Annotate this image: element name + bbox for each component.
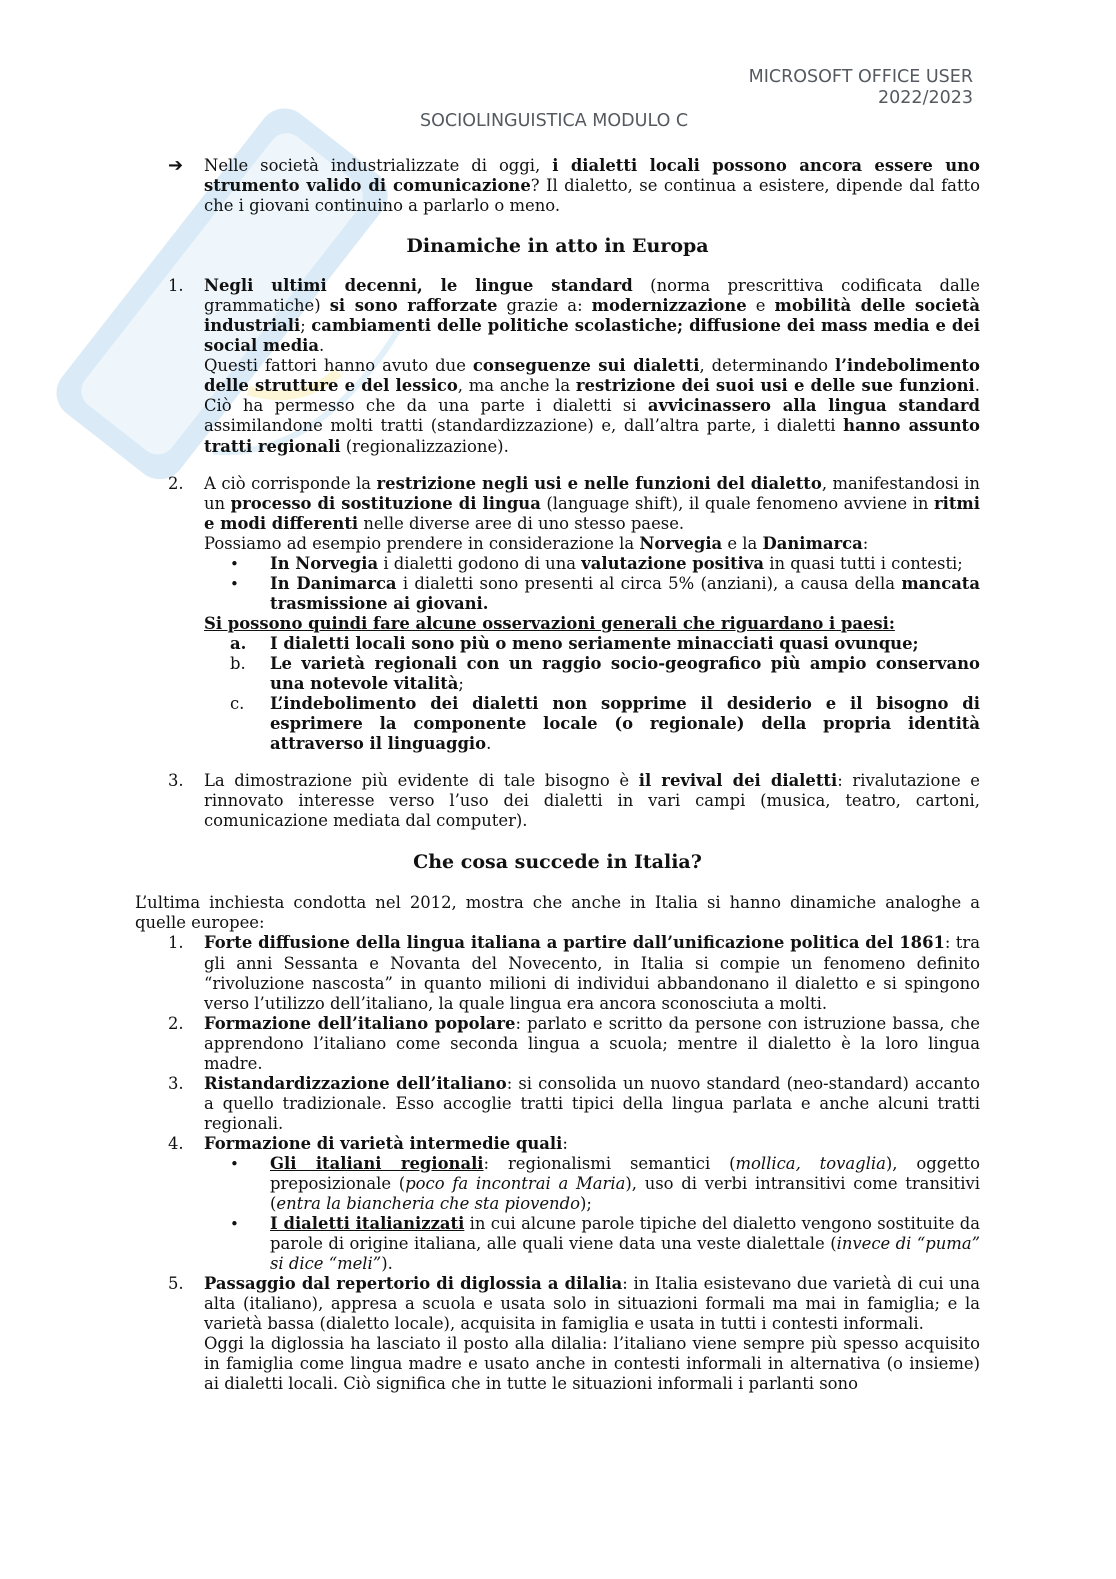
text: i dialetti sono presenti al circa 5% (anziani), a causa della <box>396 573 902 593</box>
bold-text: avvicinassero alla lingua standard <box>647 396 980 416</box>
list-number: 3. <box>168 771 184 791</box>
intro-text-1: Nelle società industrializzate di oggi, <box>204 156 553 175</box>
bold-text: Formazione di varietà intermedie quali <box>204 1133 563 1153</box>
text: : in Italia esistevano due varietà di cui una alta (italiano), appresa a scuola e usata solo in situazioni formali ma mai in famiglia; e la varietà bassa (dialetto locale), acquisita in famiglia e usata in tutti i contesti informali. <box>204 1274 980 1334</box>
italic-text: poco fa incontrai a Maria <box>405 1174 626 1194</box>
italia-item-1 <box>135 933 980 1013</box>
bold-text: I dialetti locali sono più o meno seriamente minacciati quasi ovunque; <box>270 633 919 653</box>
bold-underlined-text: Gli italiani regionali <box>270 1153 484 1173</box>
bold-text: L’indebolimento dei dialetti non sopprime il desiderio e il bisogno di esprimere la componente locale (o regionale) della propria identità attraverso il linguaggio <box>270 694 980 754</box>
bold-text: Le varietà regionali con un raggio socio-geografico più ampio conservano una notevole vitalità <box>270 653 980 694</box>
list-number: 2. <box>168 1013 184 1033</box>
list-number: 4. <box>168 1133 184 1153</box>
text: ), uso di verbi intransitivi come transitivi ( <box>270 1174 980 1214</box>
text: e <box>746 296 775 316</box>
italia-item-5 <box>135 1274 980 1394</box>
intro-paragraph <box>135 156 980 216</box>
bold-text: hanno assunto tratti regionali <box>204 416 980 456</box>
bold-text: ritmi e modi differenti <box>204 493 980 533</box>
bold-text: In Norvegia <box>270 553 379 573</box>
text: (norma prescrittiva codificata dalle grammatiche) <box>204 276 980 316</box>
bullet-marker: • <box>230 1215 239 1234</box>
intro-text-2: ? Il dialetto, se continua a esistere, dipende dal fatto che i giovani continuino a parlarlo o meno. <box>204 176 980 216</box>
text: A ciò corrisponde la <box>204 473 377 493</box>
europa-item-1 <box>135 276 980 456</box>
bold-text: a. <box>230 633 247 653</box>
bold-text: mancata trasmissione ai giovani. <box>270 573 980 613</box>
heading-europa: Dinamiche in atto in Europa <box>406 235 709 258</box>
text: : si consolida un nuovo standard (neo-standard) accanto a quello tradizionale. Esso accoglie tratti tipici della lingua parlata e anche alcuni tratti regionali. <box>204 1073 981 1133</box>
europa-item-2 <box>135 474 980 755</box>
italia-item-4 <box>135 1134 980 1274</box>
text: ; <box>458 674 464 694</box>
text: ); <box>579 1194 592 1214</box>
italic-text: entra la biancheria che sta piovendo <box>276 1194 580 1214</box>
observation-c <box>204 694 980 754</box>
bold-text: cambiamenti delle politiche scolastiche; diffusione dei mass media e dei social media <box>204 316 980 356</box>
bullet-item-dialetti-italianizzati <box>204 1214 980 1274</box>
text: nelle diverse aree di uno stesso paese. <box>358 513 685 533</box>
text: Questi fattori hanno avuto due <box>204 356 473 376</box>
bold-text: Forte diffusione della lingua italiana a partire dall’unificazione politica del 1861 <box>204 933 945 953</box>
text: : parlato e scritto da persone con istruzione bassa, che apprendono l’italiano come seconda lingua a scuola; mentre il dialetto è la loro lingua madre. <box>204 1013 980 1073</box>
italia-intro: L’ultima inchiesta condotta nel 2012, mostra che anche in Italia si hanno dinamiche analoghe a quelle europee: <box>135 893 980 933</box>
bold-text: restrizione negli usi e nelle funzioni del dialetto <box>376 473 822 493</box>
text: : <box>862 533 869 553</box>
bullet-item-norvegia <box>204 554 980 574</box>
text: . Ciò ha permesso che da una parte i dialetti si <box>204 376 980 416</box>
text: , manifestandosi in un <box>204 473 980 513</box>
list-number: 2. <box>168 473 184 493</box>
bold-text: valutazione positiva <box>581 553 765 573</box>
bold-text: Formazione dell’italiano popolare <box>204 1013 516 1033</box>
intro-bold-1: i dialetti locali possono ancora essere uno strumento valido di comunicazione <box>204 156 980 196</box>
text: Possiamo ad esempio prendere in considerazione la <box>204 533 640 553</box>
text: assimilandone molti tratti (standardizzazione) e, dall’altra parte, i dialetti <box>204 416 844 436</box>
document-body <box>135 156 980 1395</box>
bold-text: il revival dei dialetti <box>638 771 838 791</box>
bullet-marker: • <box>230 554 239 573</box>
header-author: MICROSOFT OFFICE USER <box>748 67 973 87</box>
list-letter <box>230 634 246 654</box>
text: (language shift), il quale fenomeno avviene in <box>540 493 934 513</box>
text: : tra gli anni Sessanta e Novanta del Novecento, in Italia si compie un fenomeno definito “rivoluzione nascosta” in quanto milioni di individui abbandonano il dialetto e si spingono verso l’utilizzo dell’italiano, la quale lingua era ancora sconosciuta a molti. <box>204 933 980 1013</box>
bold-text: restrizione dei suoi usi e delle sue funzioni <box>575 376 975 396</box>
list-number: 3. <box>168 1073 184 1093</box>
europa-item-2-paragraph-1 <box>204 474 980 534</box>
bold-text: Passaggio dal repertorio di diglossia a dilalia <box>204 1274 623 1294</box>
bullet-item-danimarca <box>204 574 980 614</box>
list-letter: c. <box>230 694 245 714</box>
list-number: 5. <box>168 1274 184 1294</box>
italia-item-2 <box>135 1014 980 1074</box>
text: : rivalutazione e rinnovato interesse verso l’uso dei dialetti in vari campi (musica, teatro, cartoni, comunicazione mediata dal computer). <box>204 771 980 831</box>
italic-text: invece di “puma” si dice “meli” <box>270 1234 980 1274</box>
text: ; <box>300 316 312 336</box>
bold-underlined-text: Si possono quindi fare alcune osservazioni generali che riguardano i paesi: <box>204 613 895 633</box>
text: : regionalismi semantici ( <box>483 1153 736 1173</box>
text: ). <box>381 1254 393 1274</box>
text: ), oggetto preposizionale ( <box>270 1153 980 1194</box>
bold-text: Danimarca <box>762 533 863 553</box>
observations-heading <box>204 614 980 634</box>
bold-text: conseguenze sui dialetti <box>472 356 700 376</box>
text: i dialetti godono di una <box>378 553 582 573</box>
bullet-marker: • <box>230 1154 239 1173</box>
bullet-item-italiani-regionali <box>204 1154 980 1214</box>
bold-text: processo di sostituzione di lingua <box>230 493 541 513</box>
header-course-title: SOCIOLINGUISTICA MODULO C <box>420 111 689 131</box>
bold-underlined-text: I dialetti italianizzati <box>270 1214 465 1234</box>
bold-text: Negli ultimi decenni, le lingue standard <box>204 276 633 296</box>
europa-item-1-paragraph-2 <box>204 356 980 456</box>
heading-italia: Che cosa succede in Italia? <box>413 851 702 874</box>
text: (regionalizzazione). <box>340 436 509 456</box>
text: La dimostrazione più evidente di tale bisogno è <box>204 771 639 791</box>
text: grazie a: <box>497 296 592 316</box>
header-year: 2022/2023 <box>878 88 973 108</box>
europa-item-1-paragraph-1 <box>204 276 980 356</box>
bold-text: Ristandardizzazione dell’italiano <box>204 1073 507 1093</box>
arrow-right-icon: ➔ <box>168 155 184 176</box>
list-number: 1. <box>168 276 184 296</box>
bullet-marker: • <box>230 574 239 593</box>
text: , ma anche la <box>457 376 576 396</box>
text: , determinando <box>699 356 835 376</box>
text: . <box>319 336 325 356</box>
italia-item-4-title <box>204 1134 980 1154</box>
italia-item-3 <box>135 1074 980 1134</box>
observation-a <box>204 634 980 654</box>
europa-item-3 <box>135 771 980 831</box>
italia-item-5-paragraph-1 <box>204 1274 980 1334</box>
bold-text: l’indebolimento delle strutture e del lessico <box>204 356 980 396</box>
bold-text: mobilità delle società industriali <box>204 296 980 336</box>
text: : <box>562 1133 568 1153</box>
italic-text: mollica, tovaglia <box>735 1153 886 1173</box>
bold-text: modernizzazione <box>591 296 747 316</box>
europa-item-2-paragraph-2 <box>204 534 980 554</box>
list-letter: b. <box>230 653 246 673</box>
text: in cui alcune parole tipiche del dialetto vengono sostituite da parole di origine italiana, alle quali viene data una veste dialettale ( <box>270 1214 980 1254</box>
bold-text: si sono rafforzate <box>329 296 498 316</box>
text: in quasi tutti i contesti; <box>764 553 963 573</box>
observation-b <box>204 654 980 694</box>
bold-text: Norvegia <box>639 533 723 553</box>
text: . <box>486 734 492 754</box>
bold-text: In Danimarca <box>270 573 397 593</box>
list-number: 1. <box>168 933 184 953</box>
text: e la <box>722 533 763 553</box>
italia-item-5-paragraph-2: Oggi la diglossia ha lasciato il posto alla dilalia: l’italiano viene sempre più spesso acquisito in famiglia come lingua madre e usato anche in contesti informali in alternativa (o insieme) ai dialetti locali. Ciò significa che in tutte le situazioni informali i parlanti sono <box>204 1334 980 1394</box>
